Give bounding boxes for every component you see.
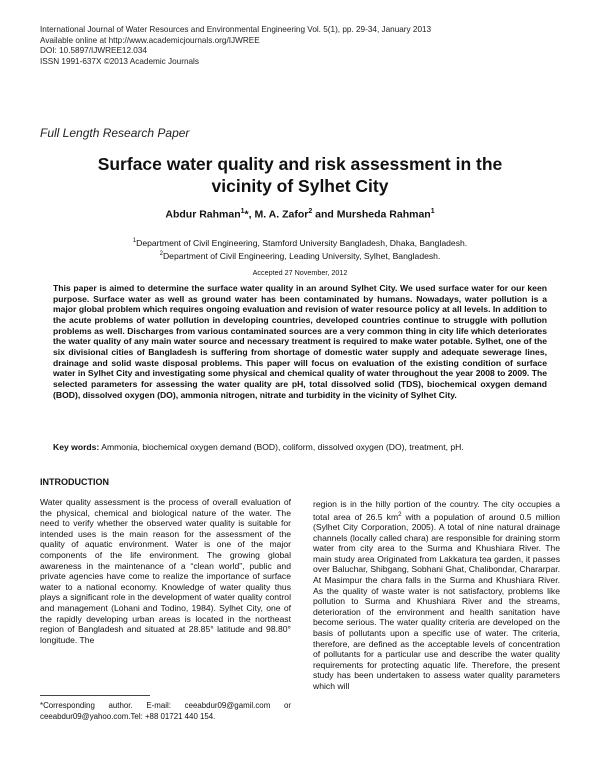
corresponding-author-footnote: *Corresponding author. E-mail: ceeabdur09@gamil.com or ceeabdur09@yahoo.com.Tel: +88 01721 440 154.: [40, 701, 291, 721]
body-column-left: Water quality assessment is the process of overall evaluation of the physical, chemical and biological nature of the water. The need to verify whether the observed water quality is suitable for intended uses is the main reason for the assessment of the quality of aquatic environment. Water is one of the major components of the life environment. The growing global awareness in the maintenance of a “clean world”, public and private agencies have come to realize the importance of surface water to a national economy. Knowledge of water quality thus plays a significant role in the development of water quality control and management (Lohani and Todino, 1984). Sylhet City, one of the rapidly developing urban areas is located in the northeast region of Bangladesh and situated at 28.85° latitude and 98.80° longitude. The: [40, 497, 291, 645]
right-text-part-2: with a population of around 0.5 million (Sylhet City Corporation, 2005). A total of nine natural drainage channels (locally called chara) are responsible for draining storm water from city area to the Surma and Khushiara River. The main study area Originated from Lakkatura tea garden, it passes over Baluchar, Shibgang, Sobhani Ghat, Chalibondar, Chararpar. At Masimpur the chara falls in the Surma and Khushiara River. As the quality of waste water is not satisfactory, problems like pollution to Surma and Khushiara River and the streams, deterioration of the environment and health sanitation have become serious. The water quality criteria are developed on the basis of pollutants upon a specific use of water. The criteria, therefore, are defined as the acceptable levels of concentration of pollutants for a particular use and describe the water quality requirements for protecting aquatic life. Therefore, the present study has been undertaken to assess water quality parameters which will: [313, 511, 560, 691]
accepted-date: Accepted 27 November, 2012: [252, 268, 348, 277]
author-3-affil: 1: [430, 208, 435, 215]
affiliation-1-text: Department of Civil Engineering, Stamford University Bangladesh, Dhaka, Bangladesh.: [136, 237, 468, 248]
section-heading-introduction: INTRODUCTION: [40, 477, 109, 487]
affiliation-1-number: 1: [132, 238, 137, 244]
author-separator: and: [312, 208, 337, 221]
author-2: M. A. Zafor: [254, 208, 309, 221]
author-separator: ,: [248, 208, 255, 221]
title-line-1: Surface water quality and risk assessment in the: [97, 154, 503, 174]
km-superscript: 2: [398, 511, 402, 518]
affiliation-1: [40, 236, 560, 249]
author-1: Abdur Rahman: [165, 208, 241, 221]
title-line-2: vicinity of Sylhet City: [211, 176, 389, 196]
journal-url[interactable]: Available online at http://www.academicjournals.org/IJWREE: [40, 35, 260, 45]
doi: DOI: 10.5897/IJWREE12.034: [40, 46, 147, 56]
affiliation-2-text: Department of Civil Engineering, Leading University, Sylhet, Bangladesh.: [162, 250, 441, 261]
body-column-right: [313, 499, 560, 692]
keywords: [53, 442, 547, 453]
keywords-text: Ammonia, biochemical oxygen demand (BOD), coliform, dissolved oxygen (DO), treatment, pH.: [99, 442, 464, 452]
issn: ISSN 1991-637X ©2013 Academic Journals: [40, 56, 199, 66]
author-2-affil: 2: [308, 208, 313, 215]
affiliation-2: [40, 249, 560, 262]
affiliations: [40, 236, 560, 262]
abstract: This paper is aimed to determine the surface water quality in an around Sylhet City. We used surface water for our keen purpose. Surface water as well as ground water has been contaminated by humans. Nowadays, water pollution is a major global problem which requires ongoing evaluation and revision of water resource policy at all levels. In addition to the acute problems of water pollution in developing countries, developed countries continue to struggle with pollution problems as well. Discharges from various contaminated sources are a very common thing in city life which deteriorates the water quality of any main water source and necessary treatment is required to make water potable. Sylhet, one of the six divisional cities of Bangladesh is suffering from shortage of domestic water supply and adequate sewerage lines, drainage and solid waste disposal problems. This paper will focus on evaluation of the existing condition of surface water in Sylhet City and investigating some physical and chemical quality of water throughout the year 2008 to 2009. The selected parameters for assessing the water quality are pH, total dissolved solid (TDS), biochemical oxygen demand (BOD), dissolved oxygen (DO), ammonia nitrogen, nitrate and turbidity in the vicinity of Sylhet City.: [53, 283, 547, 400]
journal-header: [40, 25, 431, 67]
right-text-part-1: region is in the hilly portion of the country. The city occupies a total area of 26.5 km: [313, 499, 560, 522]
paper-title: [40, 153, 560, 197]
keywords-label: Key words:: [53, 442, 100, 452]
journal-citation: International Journal of Water Resources and Environmental Engineering Vol. 5(1), pp. 29-34, January 2013: [40, 25, 432, 34]
affiliation-2-number: 2: [159, 250, 163, 257]
footnote-divider: [40, 695, 150, 696]
author-1-affil: 1: [240, 208, 245, 215]
corresponding-mark: *: [244, 208, 249, 221]
author-3: Mursheda Rahman: [336, 208, 431, 221]
paper-type: Full Length Research Paper: [40, 126, 190, 140]
author-list: [40, 208, 560, 221]
